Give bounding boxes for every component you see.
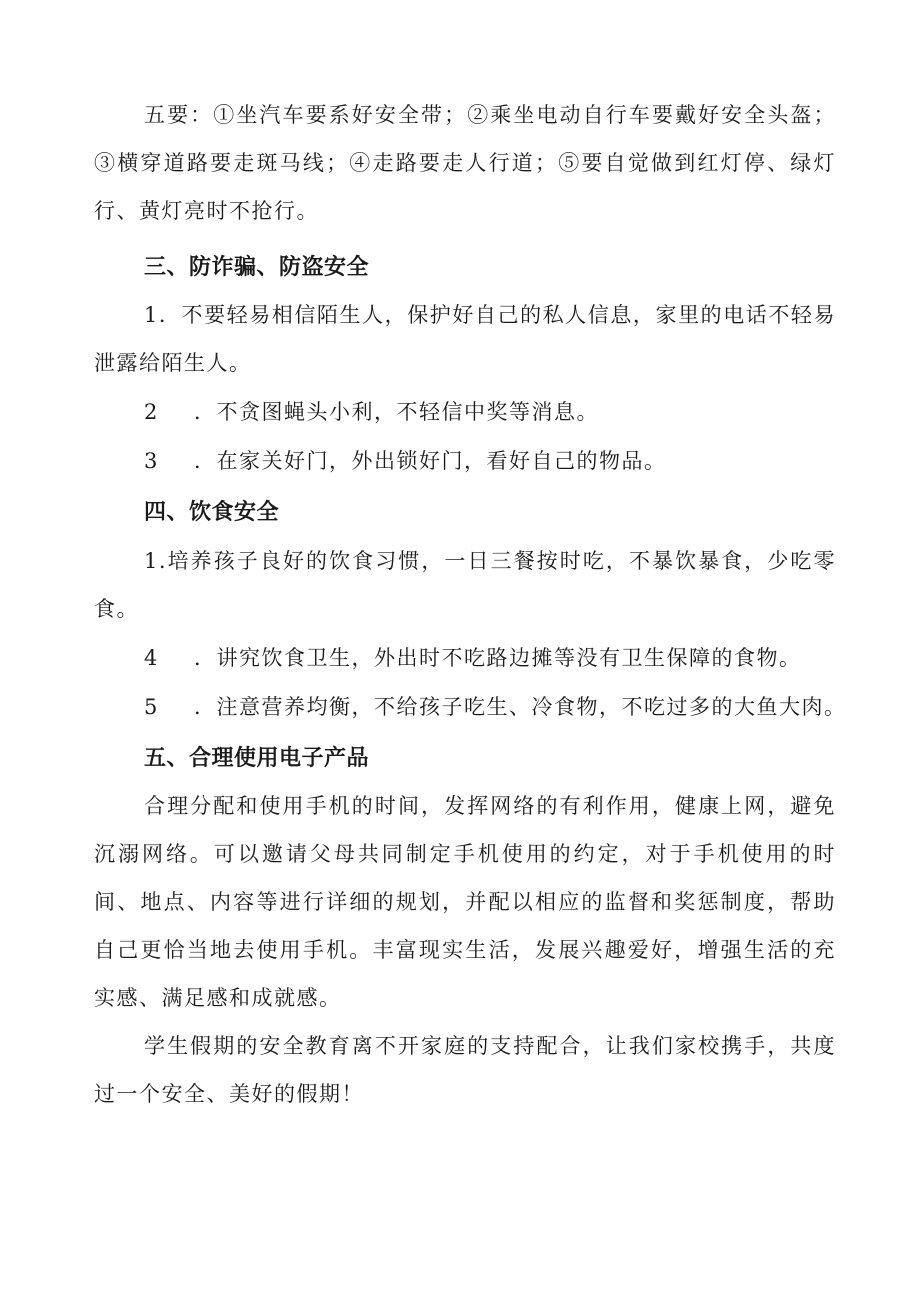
list-item-number: 2 — [144, 400, 159, 424]
section-heading-food-safety: 四、饮食安全 — [144, 500, 280, 525]
section-heading-anti-fraud: 三、防诈骗、防盗安全 — [144, 255, 370, 280]
paragraph-electronics: 合理分配和使用手机的时间，发挥网络的有利作用，健康上网，避免沉溺网络。可以邀请父母共同制定手机使用的约定，对于手机使用的时间、地点、内容等进行详细的规划，并配以相应的监督和奖惩制度，帮助自己更恰当地去使用手机。丰富现实生活，发展兴趣爱好，增强生活的充实感、满足感和成就感。 — [94, 794, 836, 1010]
section-heading-electronics: 五、合理使用电子产品 — [144, 746, 370, 771]
list-item-number: 3 — [144, 449, 159, 473]
list-item-text: ．讲究饮食卫生，外出时不吃路边摊等没有卫生保障的食物。 — [194, 646, 802, 670]
list-item-anti-fraud-3 — [144, 446, 667, 476]
paragraph-food-item-1: 1.培养孩子良好的饮食习惯，一日三餐按时吃，不暴饮暴食，少吃零食。 — [94, 549, 836, 621]
list-item-food-5 — [144, 692, 847, 722]
list-item-anti-fraud-2 — [144, 397, 599, 427]
paragraph-five-musts: 五要：①坐汽车要系好安全带；②乘坐电动自行车要戴好安全头盔；③横穿道路要走斑马线；④走路要走人行道；⑤要自觉做到红灯停、绿灯行、黄灯亮时不抢行。 — [94, 103, 836, 223]
list-item-number: 4 — [144, 646, 159, 670]
paragraph-anti-fraud-item-1: 1．不要轻易相信陌生人，保护好自己的私人信息，家里的电话不轻易泄露给陌生人。 — [94, 303, 836, 375]
list-item-food-4 — [144, 643, 802, 673]
list-item-text: ．注意营养均衡，不给孩子吃生、冷食物，不吃过多的大鱼大肉。 — [194, 695, 847, 719]
list-item-text: ．在家关好门，外出锁好门，看好自己的物品。 — [194, 449, 667, 473]
list-item-text: ．不贪图蝇头小利，不轻信中奖等消息。 — [194, 400, 599, 424]
paragraph-closing: 学生假期的安全教育离不开家庭的支持配合，让我们家校携手，共度过一个安全、美好的假期！ — [94, 1034, 836, 1106]
list-item-number: 5 — [144, 695, 159, 719]
